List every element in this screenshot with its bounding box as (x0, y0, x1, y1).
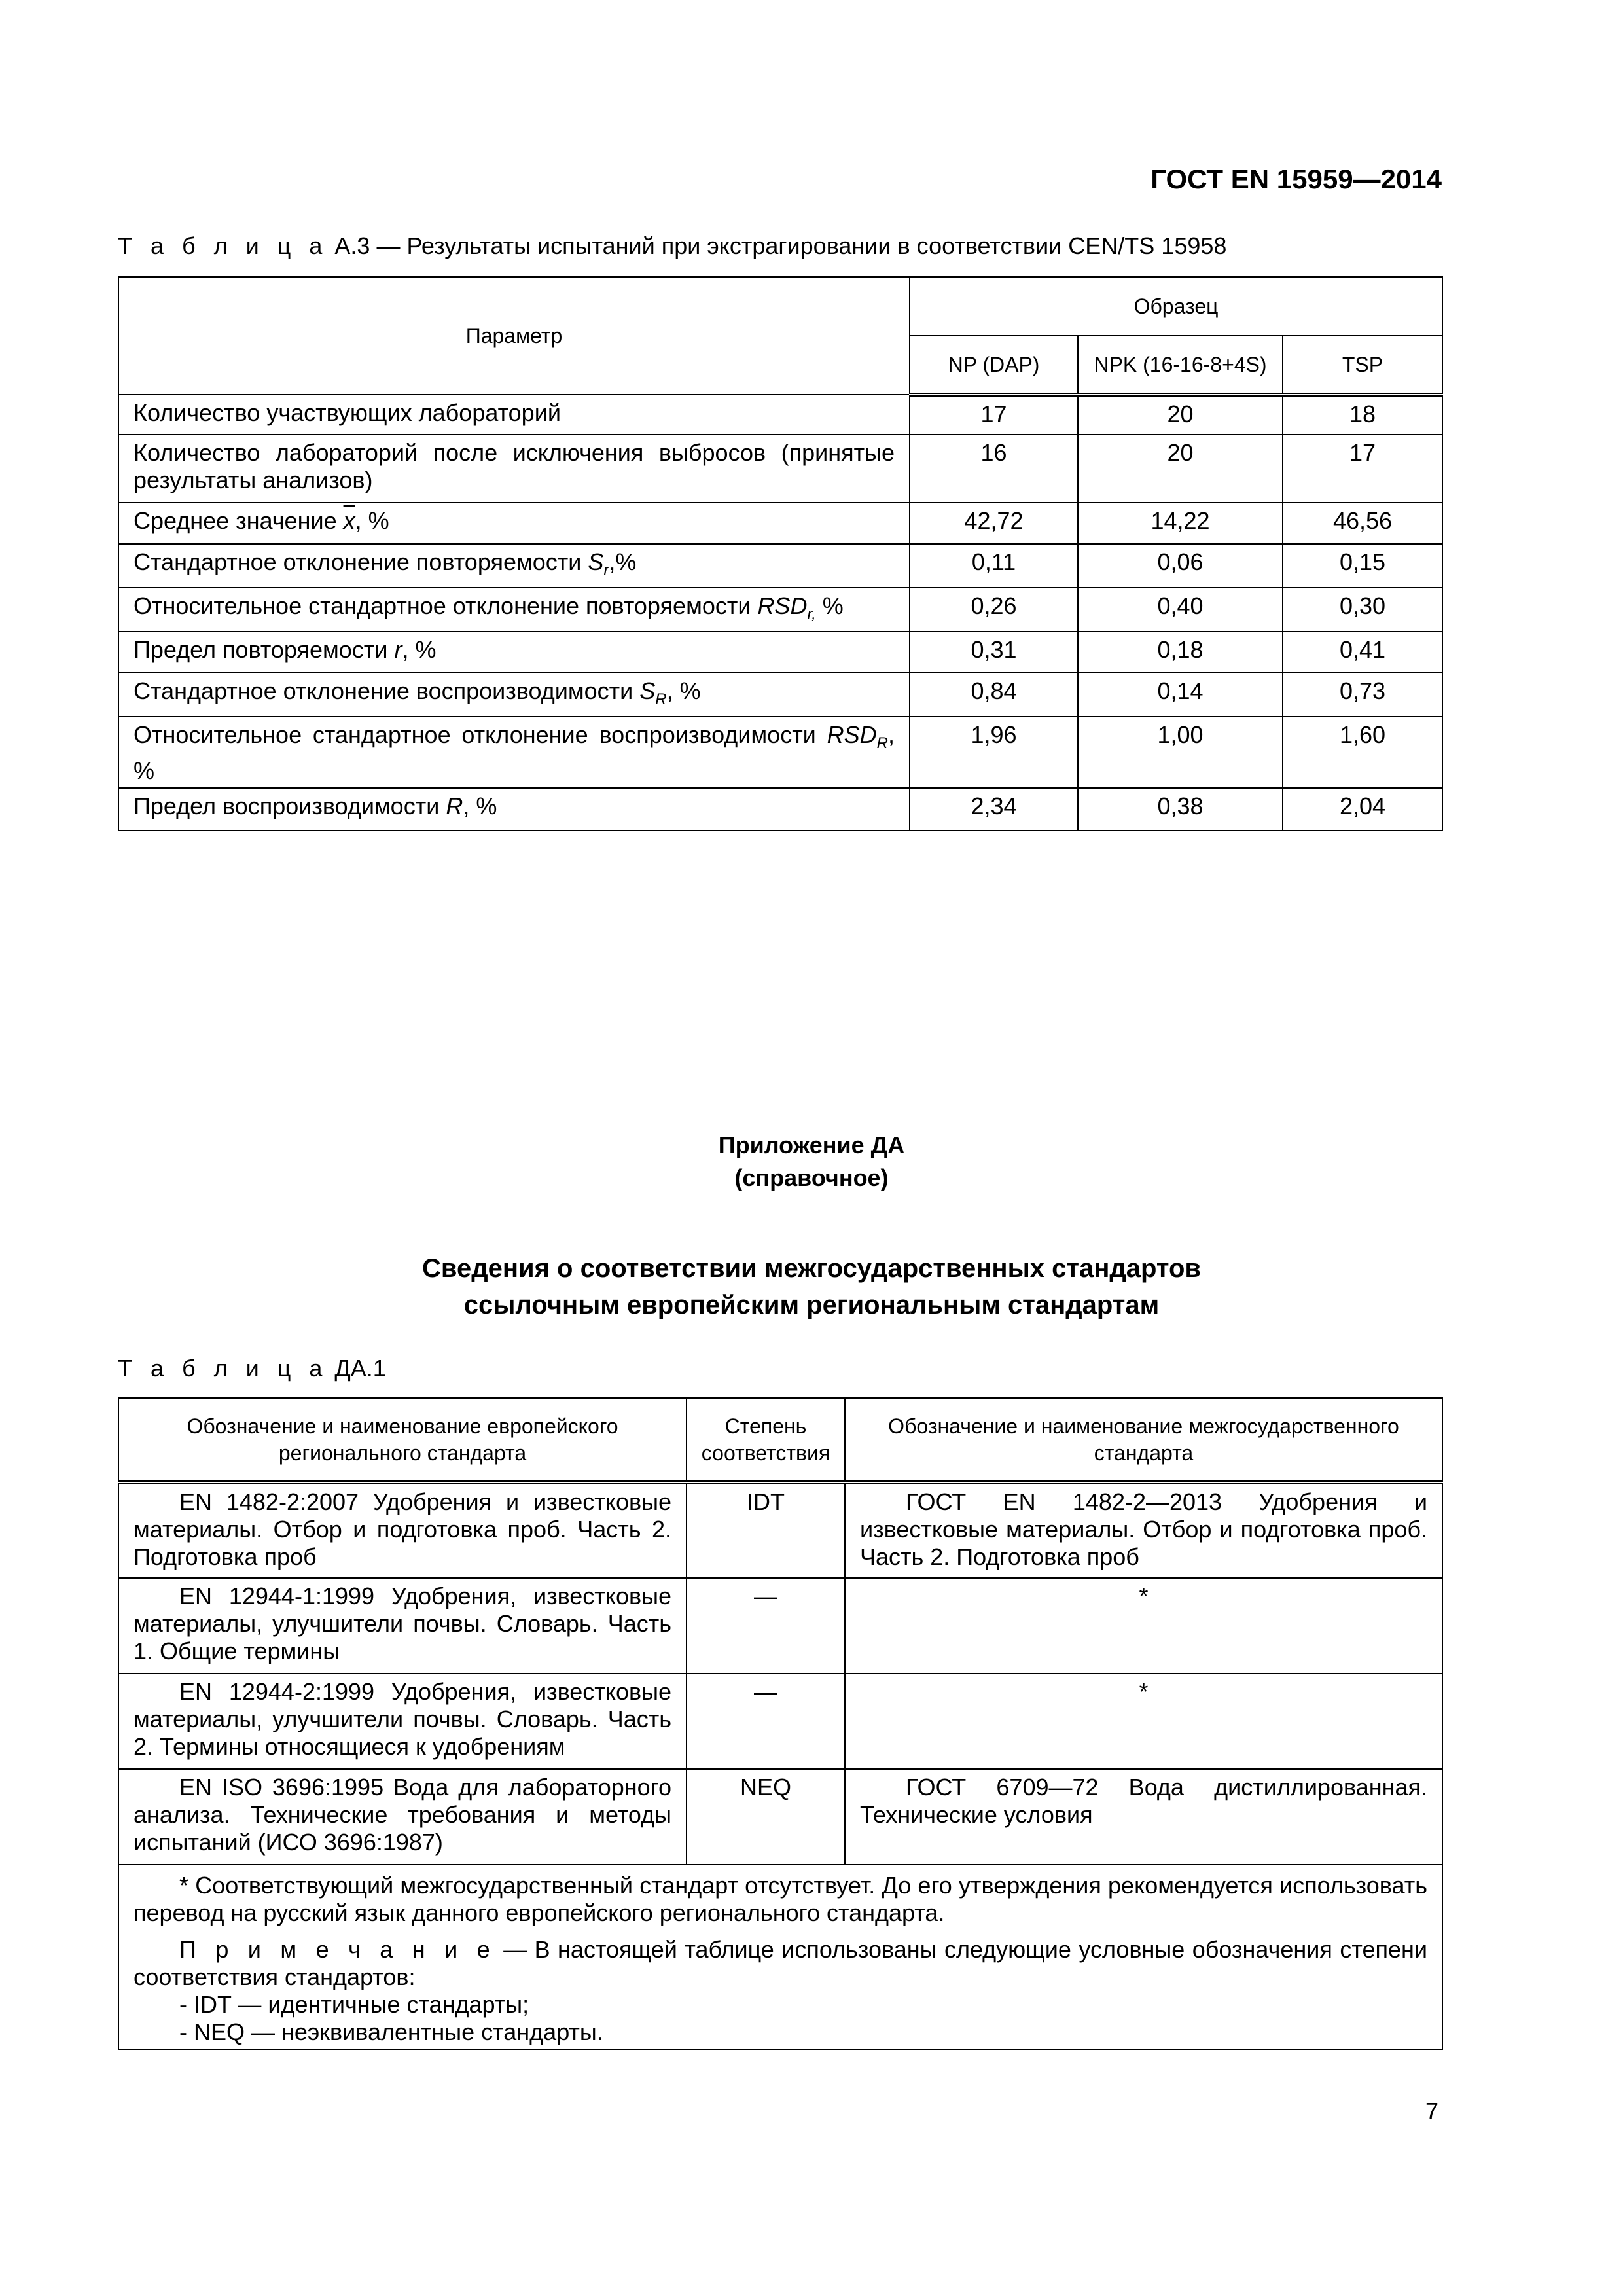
parameter-symbol: r (394, 636, 402, 663)
table-da1 (118, 1397, 1443, 2050)
header-european: Обозначение и наименование европейского регионального стандарта (118, 1398, 687, 1482)
table-row (118, 788, 1442, 831)
parameter-cell (118, 503, 910, 544)
note-item: - NEQ — неэквивалентные стандарты. (179, 2018, 603, 2045)
value-cell: 0,06 (1078, 544, 1283, 588)
parameter-cell (118, 788, 910, 831)
parameter-unit: , % (666, 677, 701, 704)
table-row (118, 1769, 1442, 1865)
page-number: 7 (1425, 2098, 1439, 2125)
european-standard-cell: EN 12944-1:1999 Удобрения, известковые материалы, улучшители почвы. Словарь. Часть 1. Общие термины (118, 1578, 687, 1674)
value-cell: 20 (1078, 395, 1283, 435)
value-cell: 0,40 (1078, 588, 1283, 632)
value-cell: 46,56 (1283, 503, 1442, 544)
european-standard-cell: EN ISO 3696:1995 Вода для лабораторного анализа. Технические требования и методы испытаний (ИСО 3696:1987) (118, 1769, 687, 1865)
table-row (118, 1674, 1442, 1769)
value-cell: 0,15 (1283, 544, 1442, 588)
table-row (118, 544, 1442, 588)
header-sample: Образец (910, 277, 1442, 336)
interstate-standard-cell: * (845, 1674, 1442, 1769)
document-code: ГОСТ EN 15959—2014 (1150, 164, 1442, 194)
value-cell: 0,11 (910, 544, 1078, 588)
note (134, 1936, 1427, 1991)
value-cell: 20 (1078, 435, 1283, 503)
parameter-symbol: S (588, 548, 604, 575)
parameter-label: Стандартное отклонение повторяемости (134, 548, 588, 575)
note-text: — В настоящей таблице использованы следующие условные обозначения степени соответствия стандартов: (134, 1936, 1427, 1990)
table-a3 (118, 276, 1443, 831)
header-sample-2: NPK (16-16-8+4S) (1078, 336, 1283, 395)
appendix-heading-line1: Сведения о соответствии межгосударственных стандартов (422, 1254, 1201, 1283)
parameter-subscript: r (603, 562, 609, 579)
table-notes (118, 1865, 1442, 2049)
appendix-subtitle: (справочное) (734, 1164, 889, 1191)
header-degree: Степень соответствия (687, 1398, 845, 1482)
note-item: - IDT — идентичные стандарты; (179, 1991, 529, 2018)
table-row (118, 588, 1442, 632)
parameter-unit: , % (402, 636, 437, 663)
appendix-title (0, 1129, 1623, 1194)
caption-label: Т а б л и ц а (118, 1355, 329, 1382)
parameter-symbol: S (639, 677, 656, 704)
parameter-cell (118, 544, 910, 588)
parameter-cell (118, 395, 910, 435)
parameter-symbol: RSD (827, 721, 877, 748)
table-row (118, 1578, 1442, 1674)
parameter-symbol: R (446, 793, 463, 819)
parameter-cell (118, 632, 910, 673)
parameter-label: Предел воспроизводимости (134, 793, 446, 819)
value-cell: 42,72 (910, 503, 1078, 544)
value-cell: 0,31 (910, 632, 1078, 673)
header-parameter: Параметр (118, 277, 910, 395)
parameter-unit: ,% (609, 548, 637, 575)
parameter-unit: , % (355, 507, 389, 534)
footnote: * Соответствующий межгосударственный стандарт отсутствует. До его утверждения рекомендуется использовать перевод на русский язык данного европейского регионального стандарта. (134, 1872, 1427, 1926)
table-row (118, 673, 1442, 717)
value-cell: 18 (1283, 395, 1442, 435)
parameter-cell (118, 673, 910, 717)
parameter-symbol: RSD (757, 592, 808, 619)
caption-text: ДА.1 (328, 1355, 386, 1382)
value-cell: 2,04 (1283, 788, 1442, 831)
table-row (118, 503, 1442, 544)
value-cell: 17 (910, 395, 1078, 435)
parameter-unit: % (815, 592, 844, 619)
value-cell: 14,22 (1078, 503, 1283, 544)
parameter-label: Количество участвующих лабораторий (134, 399, 561, 426)
parameter-label: Стандартное отклонение воспроизводимости (134, 677, 640, 704)
value-cell: 0,84 (910, 673, 1078, 717)
table-row (118, 1482, 1442, 1578)
parameter-subscript: R (655, 691, 667, 708)
degree-cell: IDT (687, 1482, 845, 1578)
european-standard-cell: EN 12944-2:1999 Удобрения, известковые материалы, улучшители почвы. Словарь. Часть 2. Термины относящиеся к удобрениям (118, 1674, 687, 1769)
value-cell: 0,26 (910, 588, 1078, 632)
parameter-cell (118, 717, 910, 788)
value-cell: 2,34 (910, 788, 1078, 831)
table-row (118, 395, 1442, 435)
value-cell: 0,73 (1283, 673, 1442, 717)
degree-cell: — (687, 1578, 845, 1674)
parameter-subscript: r, (807, 605, 816, 623)
table-row (118, 435, 1442, 503)
degree-cell: NEQ (687, 1769, 845, 1865)
header-interstate: Обозначение и наименование межгосударственного стандарта (845, 1398, 1442, 1482)
parameter-label: Среднее значение (134, 507, 344, 534)
caption-text: А.3 — Результаты испытаний при экстрагировании в соответствии CEN/TS 15958 (328, 232, 1227, 259)
note-label: П р и м е ч а н и е (179, 1936, 496, 1963)
value-cell: 17 (1283, 435, 1442, 503)
parameter-label: Предел повторяемости (134, 636, 395, 663)
value-cell: 0,14 (1078, 673, 1283, 717)
value-cell: 16 (910, 435, 1078, 503)
interstate-standard-cell: ГОСТ EN 1482-2—2013 Удобрения и известковые материалы. Отбор и подготовка проб. Часть 2. Подготовка проб (845, 1482, 1442, 1578)
parameter-unit: , % (134, 721, 895, 784)
value-cell: 1,60 (1283, 717, 1442, 788)
parameter-label: Количество лабораторий после исключения выбросов (принятые результаты анализов) (134, 439, 895, 493)
interstate-standard-cell: * (845, 1578, 1442, 1674)
interstate-standard-cell: ГОСТ 6709—72 Вода дистиллированная. Технические условия (845, 1769, 1442, 1865)
degree-cell: — (687, 1674, 845, 1769)
table-row (118, 632, 1442, 673)
value-cell: 0,18 (1078, 632, 1283, 673)
parameter-symbol: $\overline{x}$ (343, 507, 355, 534)
parameter-subscript: R (876, 734, 888, 752)
value-cell: 0,41 (1283, 632, 1442, 673)
table-da1-caption (118, 1355, 386, 1382)
parameter-unit: , % (463, 793, 497, 819)
caption-label: Т а б л и ц а (118, 232, 329, 259)
header-sample-3: TSP (1283, 336, 1442, 395)
appendix-title-text: Приложение ДА (718, 1132, 905, 1158)
parameter-label: Относительное стандартное отклонение воспроизводимости (134, 721, 827, 748)
parameter-cell (118, 435, 910, 503)
value-cell: 1,96 (910, 717, 1078, 788)
parameter-label: Относительное стандартное отклонение повторяемости (134, 592, 758, 619)
parameter-cell (118, 588, 910, 632)
appendix-heading (0, 1250, 1623, 1323)
appendix-heading-line2: ссылочным европейским региональным стандартам (463, 1291, 1160, 1319)
european-standard-cell: EN 1482-2:2007 Удобрения и известковые материалы. Отбор и подготовка проб. Часть 2. Подготовка проб (118, 1482, 687, 1578)
value-cell: 0,30 (1283, 588, 1442, 632)
table-a3-caption (118, 232, 1226, 260)
value-cell: 1,00 (1078, 717, 1283, 788)
header-sample-1: NP (DAP) (910, 336, 1078, 395)
value-cell: 0,38 (1078, 788, 1283, 831)
table-row (118, 717, 1442, 788)
